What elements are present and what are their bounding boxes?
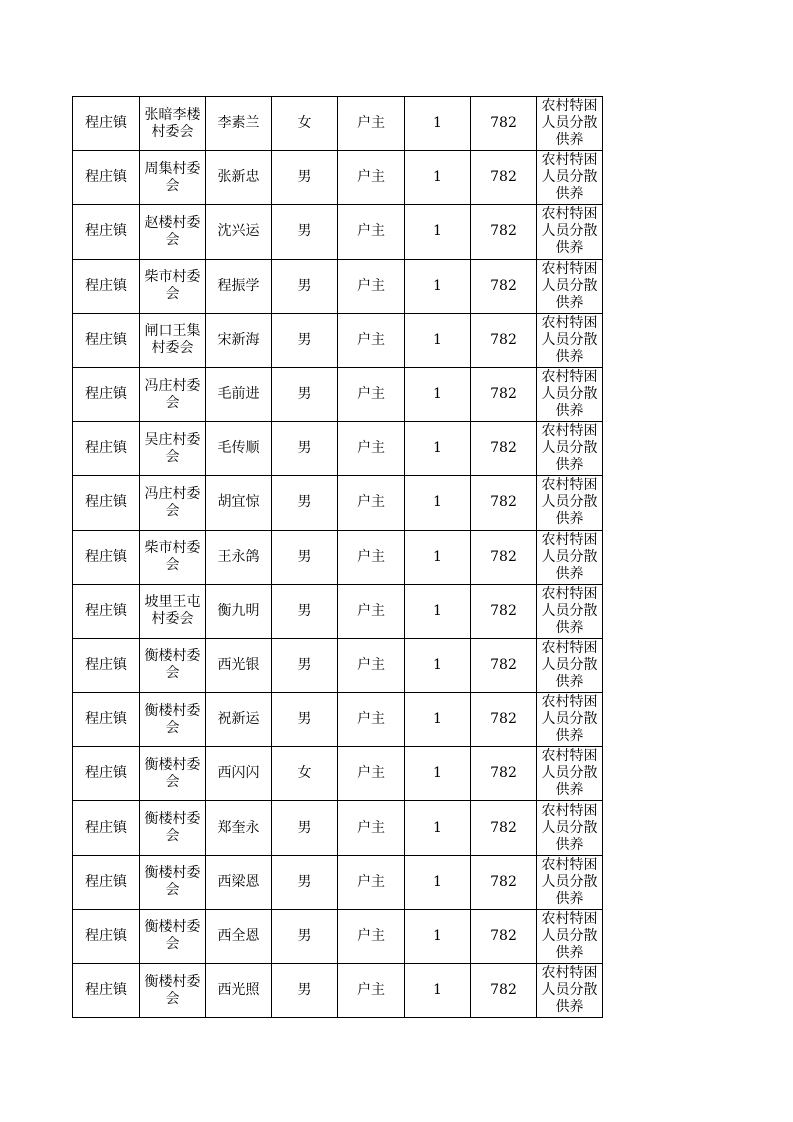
name-cell: 西全恩 xyxy=(206,909,272,963)
name-cell: 西梁恩 xyxy=(206,855,272,909)
village-cell: 衡楼村委会 xyxy=(140,693,206,747)
support-type-cell: 农村特困人员分散供养 xyxy=(537,855,603,909)
relation-cell: 户主 xyxy=(338,909,405,963)
relation-cell: 户主 xyxy=(338,259,405,313)
count-cell: 1 xyxy=(405,747,471,801)
town-cell: 程庄镇 xyxy=(73,584,140,638)
village-cell: 衡楼村委会 xyxy=(140,964,206,1018)
count-cell: 1 xyxy=(405,693,471,747)
relation-cell: 户主 xyxy=(338,584,405,638)
town-cell: 程庄镇 xyxy=(73,151,140,205)
village-cell: 张暗李楼村委会 xyxy=(140,97,206,151)
count-cell: 1 xyxy=(405,584,471,638)
town-cell: 程庄镇 xyxy=(73,855,140,909)
support-type-cell: 农村特困人员分散供养 xyxy=(537,584,603,638)
gender-cell: 女 xyxy=(272,97,338,151)
village-cell: 冯庄村委会 xyxy=(140,476,206,530)
town-cell: 程庄镇 xyxy=(73,313,140,367)
town-cell: 程庄镇 xyxy=(73,530,140,584)
support-type-cell: 农村特困人员分散供养 xyxy=(537,151,603,205)
support-type-cell: 农村特困人员分散供养 xyxy=(537,422,603,476)
count-cell: 1 xyxy=(405,909,471,963)
relation-cell: 户主 xyxy=(338,151,405,205)
amount-cell: 782 xyxy=(471,367,537,421)
amount-cell: 782 xyxy=(471,693,537,747)
village-cell: 衡楼村委会 xyxy=(140,747,206,801)
town-cell: 程庄镇 xyxy=(73,909,140,963)
relation-cell: 户主 xyxy=(338,964,405,1018)
gender-cell: 男 xyxy=(272,638,338,692)
table-row xyxy=(73,964,603,1018)
gender-cell: 男 xyxy=(272,584,338,638)
table-row xyxy=(73,530,603,584)
support-type-cell: 农村特困人员分散供养 xyxy=(537,530,603,584)
amount-cell: 782 xyxy=(471,964,537,1018)
village-cell: 坡里王屯村委会 xyxy=(140,584,206,638)
town-cell: 程庄镇 xyxy=(73,476,140,530)
relation-cell: 户主 xyxy=(338,530,405,584)
gender-cell: 男 xyxy=(272,259,338,313)
relation-cell: 户主 xyxy=(338,422,405,476)
name-cell: 毛前进 xyxy=(206,367,272,421)
amount-cell: 782 xyxy=(471,530,537,584)
relation-cell: 户主 xyxy=(338,638,405,692)
support-type-cell: 农村特困人员分散供养 xyxy=(537,909,603,963)
table-row xyxy=(73,909,603,963)
relation-cell: 户主 xyxy=(338,313,405,367)
name-cell: 胡宜惊 xyxy=(206,476,272,530)
table-body xyxy=(73,97,603,1018)
relation-cell: 户主 xyxy=(338,801,405,855)
count-cell: 1 xyxy=(405,476,471,530)
amount-cell: 782 xyxy=(471,855,537,909)
relation-cell: 户主 xyxy=(338,693,405,747)
amount-cell: 782 xyxy=(471,97,537,151)
town-cell: 程庄镇 xyxy=(73,964,140,1018)
count-cell: 1 xyxy=(405,97,471,151)
relation-cell: 户主 xyxy=(338,747,405,801)
table-row xyxy=(73,422,603,476)
gender-cell: 男 xyxy=(272,909,338,963)
town-cell: 程庄镇 xyxy=(73,422,140,476)
table-row xyxy=(73,801,603,855)
name-cell: 李素兰 xyxy=(206,97,272,151)
village-cell: 柴市村委会 xyxy=(140,530,206,584)
count-cell: 1 xyxy=(405,638,471,692)
amount-cell: 782 xyxy=(471,584,537,638)
count-cell: 1 xyxy=(405,205,471,259)
gender-cell: 男 xyxy=(272,964,338,1018)
gender-cell: 男 xyxy=(272,422,338,476)
table-row xyxy=(73,205,603,259)
amount-cell: 782 xyxy=(471,151,537,205)
amount-cell: 782 xyxy=(471,476,537,530)
name-cell: 西光银 xyxy=(206,638,272,692)
name-cell: 程振学 xyxy=(206,259,272,313)
count-cell: 1 xyxy=(405,151,471,205)
table-row xyxy=(73,584,603,638)
table-row xyxy=(73,476,603,530)
count-cell: 1 xyxy=(405,964,471,1018)
gender-cell: 男 xyxy=(272,367,338,421)
amount-cell: 782 xyxy=(471,205,537,259)
town-cell: 程庄镇 xyxy=(73,205,140,259)
table-row xyxy=(73,367,603,421)
support-type-cell: 农村特困人员分散供养 xyxy=(537,638,603,692)
support-type-cell: 农村特困人员分散供养 xyxy=(537,476,603,530)
name-cell: 张新忠 xyxy=(206,151,272,205)
gender-cell: 女 xyxy=(272,747,338,801)
count-cell: 1 xyxy=(405,367,471,421)
village-cell: 吴庄村委会 xyxy=(140,422,206,476)
gender-cell: 男 xyxy=(272,151,338,205)
amount-cell: 782 xyxy=(471,313,537,367)
name-cell: 衡九明 xyxy=(206,584,272,638)
town-cell: 程庄镇 xyxy=(73,693,140,747)
support-type-cell: 农村特困人员分散供养 xyxy=(537,801,603,855)
table-row xyxy=(73,97,603,151)
name-cell: 祝新运 xyxy=(206,693,272,747)
relation-cell: 户主 xyxy=(338,205,405,259)
gender-cell: 男 xyxy=(272,530,338,584)
village-cell: 衡楼村委会 xyxy=(140,801,206,855)
village-cell: 冯庄村委会 xyxy=(140,367,206,421)
relation-cell: 户主 xyxy=(338,855,405,909)
village-cell: 闸口王集村委会 xyxy=(140,313,206,367)
village-cell: 衡楼村委会 xyxy=(140,855,206,909)
table-row xyxy=(73,151,603,205)
gender-cell: 男 xyxy=(272,313,338,367)
support-type-cell: 农村特困人员分散供养 xyxy=(537,205,603,259)
town-cell: 程庄镇 xyxy=(73,367,140,421)
gender-cell: 男 xyxy=(272,205,338,259)
name-cell: 毛传顺 xyxy=(206,422,272,476)
gender-cell: 男 xyxy=(272,476,338,530)
gender-cell: 男 xyxy=(272,801,338,855)
town-cell: 程庄镇 xyxy=(73,97,140,151)
amount-cell: 782 xyxy=(471,801,537,855)
table-row xyxy=(73,693,603,747)
table-row xyxy=(73,259,603,313)
count-cell: 1 xyxy=(405,855,471,909)
count-cell: 1 xyxy=(405,422,471,476)
village-cell: 周集村委会 xyxy=(140,151,206,205)
table-row xyxy=(73,638,603,692)
count-cell: 1 xyxy=(405,530,471,584)
name-cell: 沈兴运 xyxy=(206,205,272,259)
support-type-cell: 农村特困人员分散供养 xyxy=(537,964,603,1018)
amount-cell: 782 xyxy=(471,747,537,801)
name-cell: 宋新海 xyxy=(206,313,272,367)
table-row xyxy=(73,747,603,801)
count-cell: 1 xyxy=(405,259,471,313)
village-cell: 柴市村委会 xyxy=(140,259,206,313)
village-cell: 衡楼村委会 xyxy=(140,638,206,692)
support-type-cell: 农村特困人员分散供养 xyxy=(537,747,603,801)
town-cell: 程庄镇 xyxy=(73,638,140,692)
name-cell: 西闪闪 xyxy=(206,747,272,801)
amount-cell: 782 xyxy=(471,909,537,963)
relation-cell: 户主 xyxy=(338,97,405,151)
amount-cell: 782 xyxy=(471,638,537,692)
town-cell: 程庄镇 xyxy=(73,747,140,801)
table-row xyxy=(73,855,603,909)
gender-cell: 男 xyxy=(272,693,338,747)
table-row xyxy=(73,313,603,367)
town-cell: 程庄镇 xyxy=(73,801,140,855)
town-cell: 程庄镇 xyxy=(73,259,140,313)
village-cell: 衡楼村委会 xyxy=(140,909,206,963)
relation-cell: 户主 xyxy=(338,476,405,530)
village-cell: 赵楼村委会 xyxy=(140,205,206,259)
relation-cell: 户主 xyxy=(338,367,405,421)
support-type-cell: 农村特困人员分散供养 xyxy=(537,313,603,367)
support-type-cell: 农村特困人员分散供养 xyxy=(537,367,603,421)
name-cell: 王永鸽 xyxy=(206,530,272,584)
amount-cell: 782 xyxy=(471,259,537,313)
support-type-cell: 农村特困人员分散供养 xyxy=(537,259,603,313)
support-type-cell: 农村特困人员分散供养 xyxy=(537,97,603,151)
name-cell: 郑奎永 xyxy=(206,801,272,855)
gender-cell: 男 xyxy=(272,855,338,909)
relief-recipient-table xyxy=(72,96,603,1018)
count-cell: 1 xyxy=(405,801,471,855)
name-cell: 西光照 xyxy=(206,964,272,1018)
support-type-cell: 农村特困人员分散供养 xyxy=(537,693,603,747)
count-cell: 1 xyxy=(405,313,471,367)
amount-cell: 782 xyxy=(471,422,537,476)
